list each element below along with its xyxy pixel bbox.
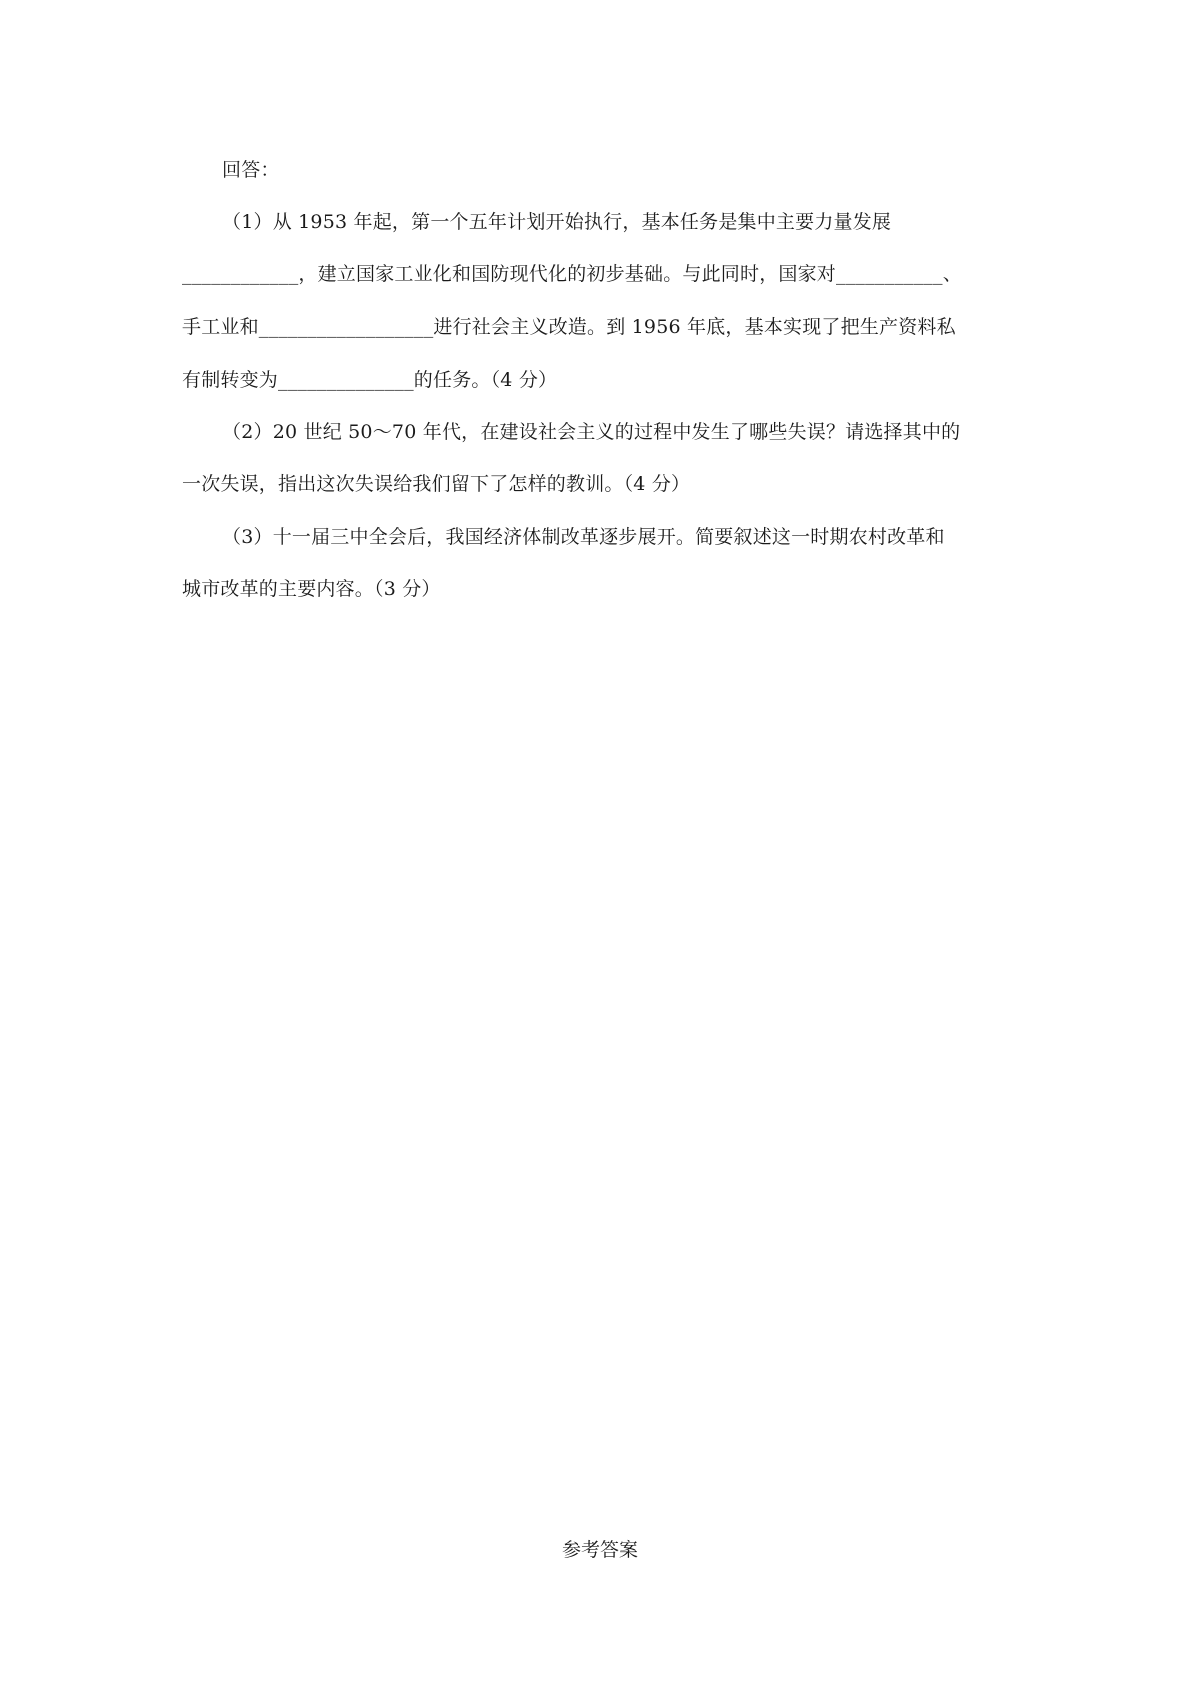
question-1-line-2: ____________，建立国家工业化和国防现代化的初步基础。与此同时，国家对___________、 xyxy=(182,263,962,285)
question-3-line-1: （3）十一届三中全会后，我国经济体制改革逐步展开。简要叙述这一时期农村改革和 xyxy=(222,526,945,548)
question-3-line-2: 城市改革的主要内容。（3 分） xyxy=(182,578,441,600)
question-2-line-1: （2）20 世纪 50～70 年代，在建设社会主义的过程中发生了哪些失误？请选择其中的 xyxy=(222,421,961,443)
question-2-line-2: 一次失误，指出这次失误给我们留下了怎样的教训。（4 分） xyxy=(182,473,691,495)
question-1-line-4: 有制转变为______________的任务。（4 分） xyxy=(182,369,558,391)
reference-answer-heading: 参考答案 xyxy=(561,1539,638,1561)
question-1-line-1: （1）从 1953 年起，第一个五年计划开始执行，基本任务是集中主要力量发展 xyxy=(222,211,892,233)
question-1-line-3: 手工业和__________________进行社会主义改造。到 1956 年底，基本实现了把生产资料私 xyxy=(182,316,956,338)
answer-heading: 回答： xyxy=(222,159,280,181)
